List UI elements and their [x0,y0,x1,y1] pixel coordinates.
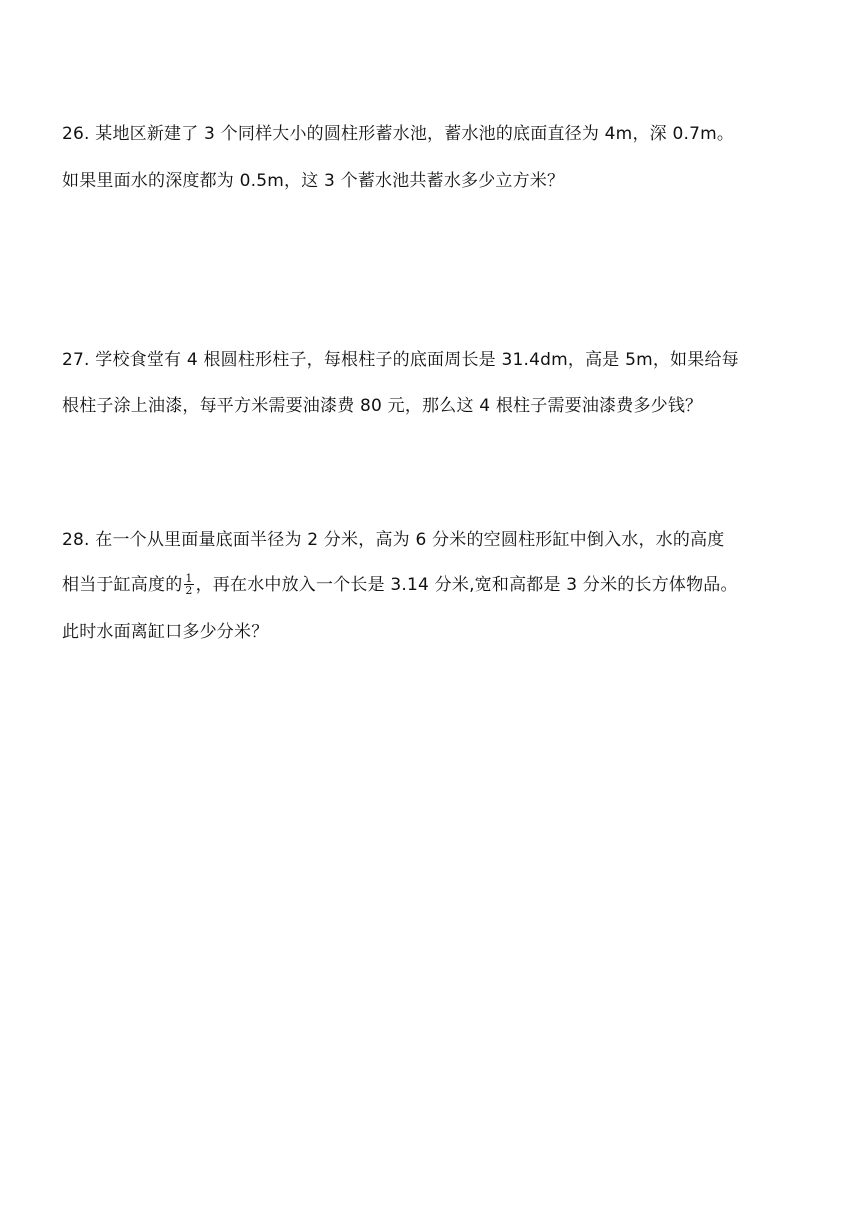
question-26-line-1: 26. 某地区新建了 3 个同样大小的圆柱形蓄水池，蓄水池的底面直径为 4m，深 0.7m。 [62,124,735,144]
fraction-numerator: 1 [185,571,193,585]
question-28-line-1: 28. 在一个从里面量底面半径为 2 分米，高为 6 分米的空圆柱形缸中倒入水，水的高度 [62,530,725,550]
question-27-line-2: 根柱子涂上油漆，每平方米需要油漆费 80 元，那么这 4 根柱子需要油漆费多少钱？ [62,396,703,416]
question-26-line-2: 如果里面水的深度都为 0.5m，这 3 个蓄水池共蓄水多少立方米？ [62,171,565,191]
question-28-line-3: 此时水面离缸口多少分米？ [62,622,269,642]
question-28-line-2 [62,573,738,597]
question-27-line-1: 27. 学校食堂有 4 根圆柱形柱子，每根柱子的底面周长是 31.4dm，高是 5m，如果给每 [62,350,739,370]
question-28-line-2-after: ，再在水中放入一个长是 3.14 分米,宽和高都是 3 分米的长方体物品。 [195,575,738,595]
question-28-line-2-before: 相当于缸高度的 [62,575,183,595]
fraction-denominator: 2 [185,583,193,597]
fraction-one-half [184,573,193,596]
